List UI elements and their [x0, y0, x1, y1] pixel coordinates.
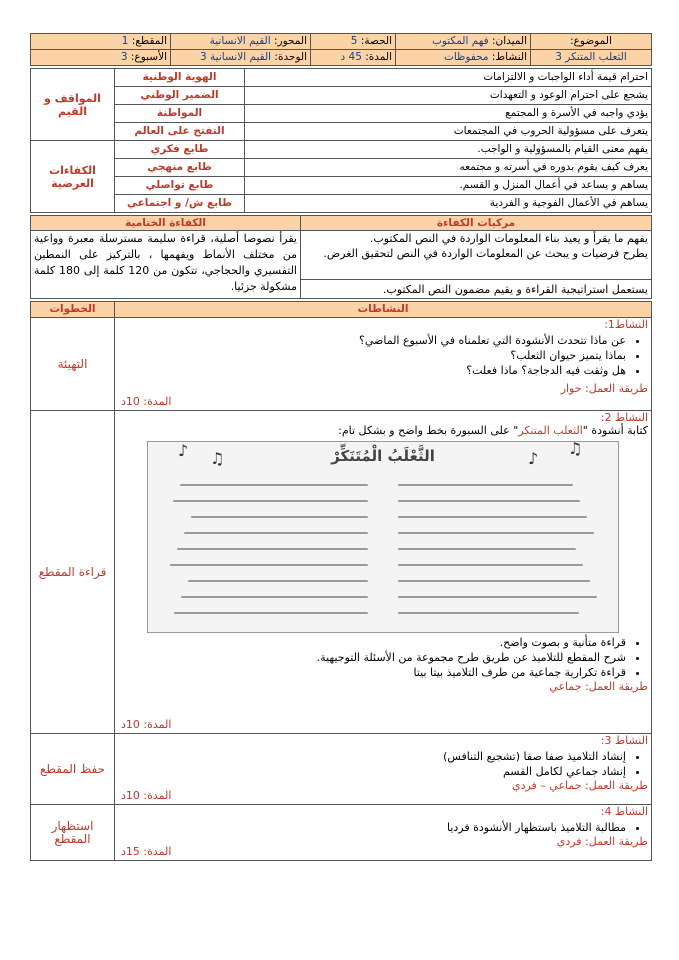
poem-name: الثعلب المتنكر	[518, 424, 583, 437]
final-competency-text: يقرأ نصوصا أصلية، قراءة سليمة مسترسلة معبرة وواعية من مختلف الأنماط ويفهمها ، بالتركيز على النمطين التفسيري والحجاجي، تتكون من 120 كلمة إلى 180 كلمة مشكولة جزئيا.	[31, 231, 301, 299]
module-label: الوحدة:	[274, 51, 307, 63]
method-0: طريقة العمل: حوار	[560, 382, 648, 395]
activity-list-1	[118, 635, 626, 680]
music-note-icon: ♪	[528, 449, 539, 468]
poem-verse-stroke	[398, 532, 594, 534]
steps-header: الخطوات	[31, 302, 115, 318]
comp-text-2: يساهم و يساعد في أعمال المنزل و القسم.	[245, 177, 652, 195]
duration-0: المدة: 10د	[121, 395, 172, 408]
value-key-3: التفتح على العالم	[115, 123, 245, 141]
value-text-1: يشجع على احترام الوعود و التعهدات	[245, 87, 652, 105]
final-competency-title: الكفاءة الختامية	[31, 216, 301, 231]
value-text-3: يتعرف على مسؤولية الحروب في المجتمعات	[245, 123, 652, 141]
lesson-plan	[30, 33, 651, 861]
comp-key-0: طابع فكري	[115, 141, 245, 159]
stage-activity-0	[115, 318, 652, 411]
method-1: طريقة العمل: جماعي	[549, 680, 648, 693]
activity-type-label: النشاط:	[491, 51, 527, 63]
intro-after: " على السبورة بخط واضح و بشكل تام:	[338, 424, 519, 437]
unit-value: 1	[121, 35, 129, 47]
duration-value: 45 د	[340, 51, 362, 63]
values-section-title: المواقف و القيم	[31, 69, 115, 141]
list-item: • شرح المقطع للتلاميذ عن طريق طرح مجموعة من الأسئلة التوجيهية.	[118, 650, 626, 665]
activity-label-2: النشاط 3:	[600, 734, 648, 747]
activity-intro-1	[118, 424, 648, 437]
competency-table	[30, 215, 652, 299]
stage-name-3: استظهار المقطع	[31, 805, 115, 861]
poem-verse-stroke	[398, 548, 576, 550]
week-value: 3	[120, 51, 128, 63]
axis-label: المحور:	[274, 35, 307, 47]
session-label: الحصة:	[360, 35, 392, 47]
value-key-2: المواطنة	[115, 105, 245, 123]
activity-label-0: النشاط1:	[604, 318, 648, 331]
list-item: • قراءة تكرارية جماعية من طرف التلاميذ بيتا بيتا	[118, 665, 626, 680]
poem-verse-stroke	[398, 500, 580, 502]
component-2: يستعمل استراتيجية القراءة و يقيم مضمون النص المكتوب.	[301, 280, 652, 299]
domain-value: فهم المكتوب	[431, 35, 489, 47]
competencies-section-title: الكفاءات العرضية	[31, 141, 115, 213]
poem-verse-stroke	[398, 484, 573, 486]
list-item: • إنشاد جماعي لكامل القسم	[118, 764, 626, 779]
music-note-icon: ♫	[210, 449, 225, 468]
activities-header: النشاطات	[115, 302, 652, 318]
music-note-icon: ♪	[178, 441, 189, 460]
poem-verse-stroke	[398, 612, 579, 614]
list-item: • مطالبة التلاميذ باستظهار الأنشودة فرديا	[118, 820, 626, 835]
poem-verse-stroke	[177, 548, 368, 550]
comp-key-1: طابع منهجي	[115, 159, 245, 177]
value-key-1: الضمير الوطني	[115, 87, 245, 105]
comp-text-1: يعرف كيف يقوم بدوره في أسرته و مجتمعه	[245, 159, 652, 177]
domain-label: الميدان:	[491, 35, 527, 47]
comp-text-0: يفهم معنى القيام بالمسؤولية و الواجب.	[245, 141, 652, 159]
comp-text-3: يساهم في الأعمال الفوجية و الفردية	[245, 195, 652, 213]
duration-3: المدة: 15د	[121, 845, 172, 858]
header-row-2	[31, 50, 652, 66]
list-item: • هل وثقت فيه الدجاجة؟ ماذا فعلت؟	[118, 363, 626, 378]
poem-verse-stroke	[184, 532, 368, 534]
poem-verse-stroke	[174, 612, 368, 614]
duration-1: المدة: 10د	[121, 718, 172, 731]
poem-verse-stroke	[191, 516, 368, 518]
stage-name-1: قراءة المقطع	[31, 411, 115, 734]
list-item: • بماذا يتميز حيوان الثعلب؟	[118, 348, 626, 363]
stage-name-2: حفظ المقطع	[31, 734, 115, 805]
stage-name-0: التهيئة	[31, 318, 115, 411]
axis-value: القيم الانسانية	[209, 35, 271, 47]
topic-label: الموضوع:	[570, 35, 612, 47]
list-item: • إنشاد التلاميذ صفا صفا (تشجيع التنافس)	[118, 749, 626, 764]
value-text-0: احترام قيمة أداء الواجبات و الالتزامات	[245, 69, 652, 87]
unit-label: المقطع:	[131, 35, 167, 47]
activity-list-0	[118, 333, 626, 378]
duration-2: المدة: 10د	[121, 789, 172, 802]
poem-verse-stroke	[188, 580, 368, 582]
stage-activity-1	[115, 411, 652, 734]
list-item: • قراءة متأنية و بصوت واضح.	[118, 635, 626, 650]
module-value: القيم الانسانية 3	[200, 51, 272, 63]
comp-key-3: طابع ش/ و اجتماعي	[115, 195, 245, 213]
poem-verse-stroke	[173, 500, 368, 502]
topic-value: الثعلب المتنكر 3	[555, 51, 627, 63]
poem-verse-stroke	[181, 596, 368, 598]
week-label: الأسبوع:	[130, 51, 167, 63]
activity-list-2	[118, 749, 626, 779]
list-item: • عن ماذا تتحدث الأنشودة التي تعلمناه في الأسبوع الماضي؟	[118, 333, 626, 348]
music-note-icon: ♫	[568, 441, 583, 458]
component-1: يطرح فرضيات و يبحث عن المعلومات الواردة في النص لتحقيق الغرض.	[323, 247, 648, 260]
value-key-0: الهوية الوطنية	[115, 69, 245, 87]
value-text-2: يؤدي واجبه في الأسرة و المجتمع	[245, 105, 652, 123]
component-0: يفهم ما يقرأ و يعيد بناء المعلومات الواردة في النص المكتوب.	[369, 232, 648, 245]
poem-title: الثَّعْلَبُ الْمُتَنَكِّرْ	[331, 447, 435, 465]
comp-key-2: طابع تواصلي	[115, 177, 245, 195]
activity-label-3: النشاط 4:	[600, 805, 648, 818]
components-title: مركبات الكفاءة	[301, 216, 652, 231]
stage-activity-2	[115, 734, 652, 805]
poem-verse-stroke	[398, 580, 590, 582]
duration-label: المدة:	[365, 51, 392, 63]
steps-table	[30, 301, 652, 861]
method-3: طريقة العمل: فردي	[556, 835, 648, 848]
poem-verse-stroke	[398, 564, 583, 566]
stage-activity-3	[115, 805, 652, 861]
poem-verse-stroke	[398, 516, 587, 518]
session-value: 5	[350, 35, 358, 47]
poem-verse-stroke	[398, 596, 597, 598]
poem-image	[147, 441, 619, 633]
header-table	[30, 33, 652, 66]
poem-verse-stroke	[170, 564, 368, 566]
method-2: طريقة العمل: جماعي – فردي	[511, 779, 648, 792]
activity-type-value: محفوظات	[443, 51, 489, 63]
header-row-1	[31, 34, 652, 50]
activity-label-1: النشاط 2:	[600, 411, 648, 424]
values-table	[30, 68, 652, 213]
intro-before: كتابة أنشودة "	[582, 424, 648, 437]
activity-list-3	[118, 820, 626, 835]
poem-verse-stroke	[180, 484, 368, 486]
